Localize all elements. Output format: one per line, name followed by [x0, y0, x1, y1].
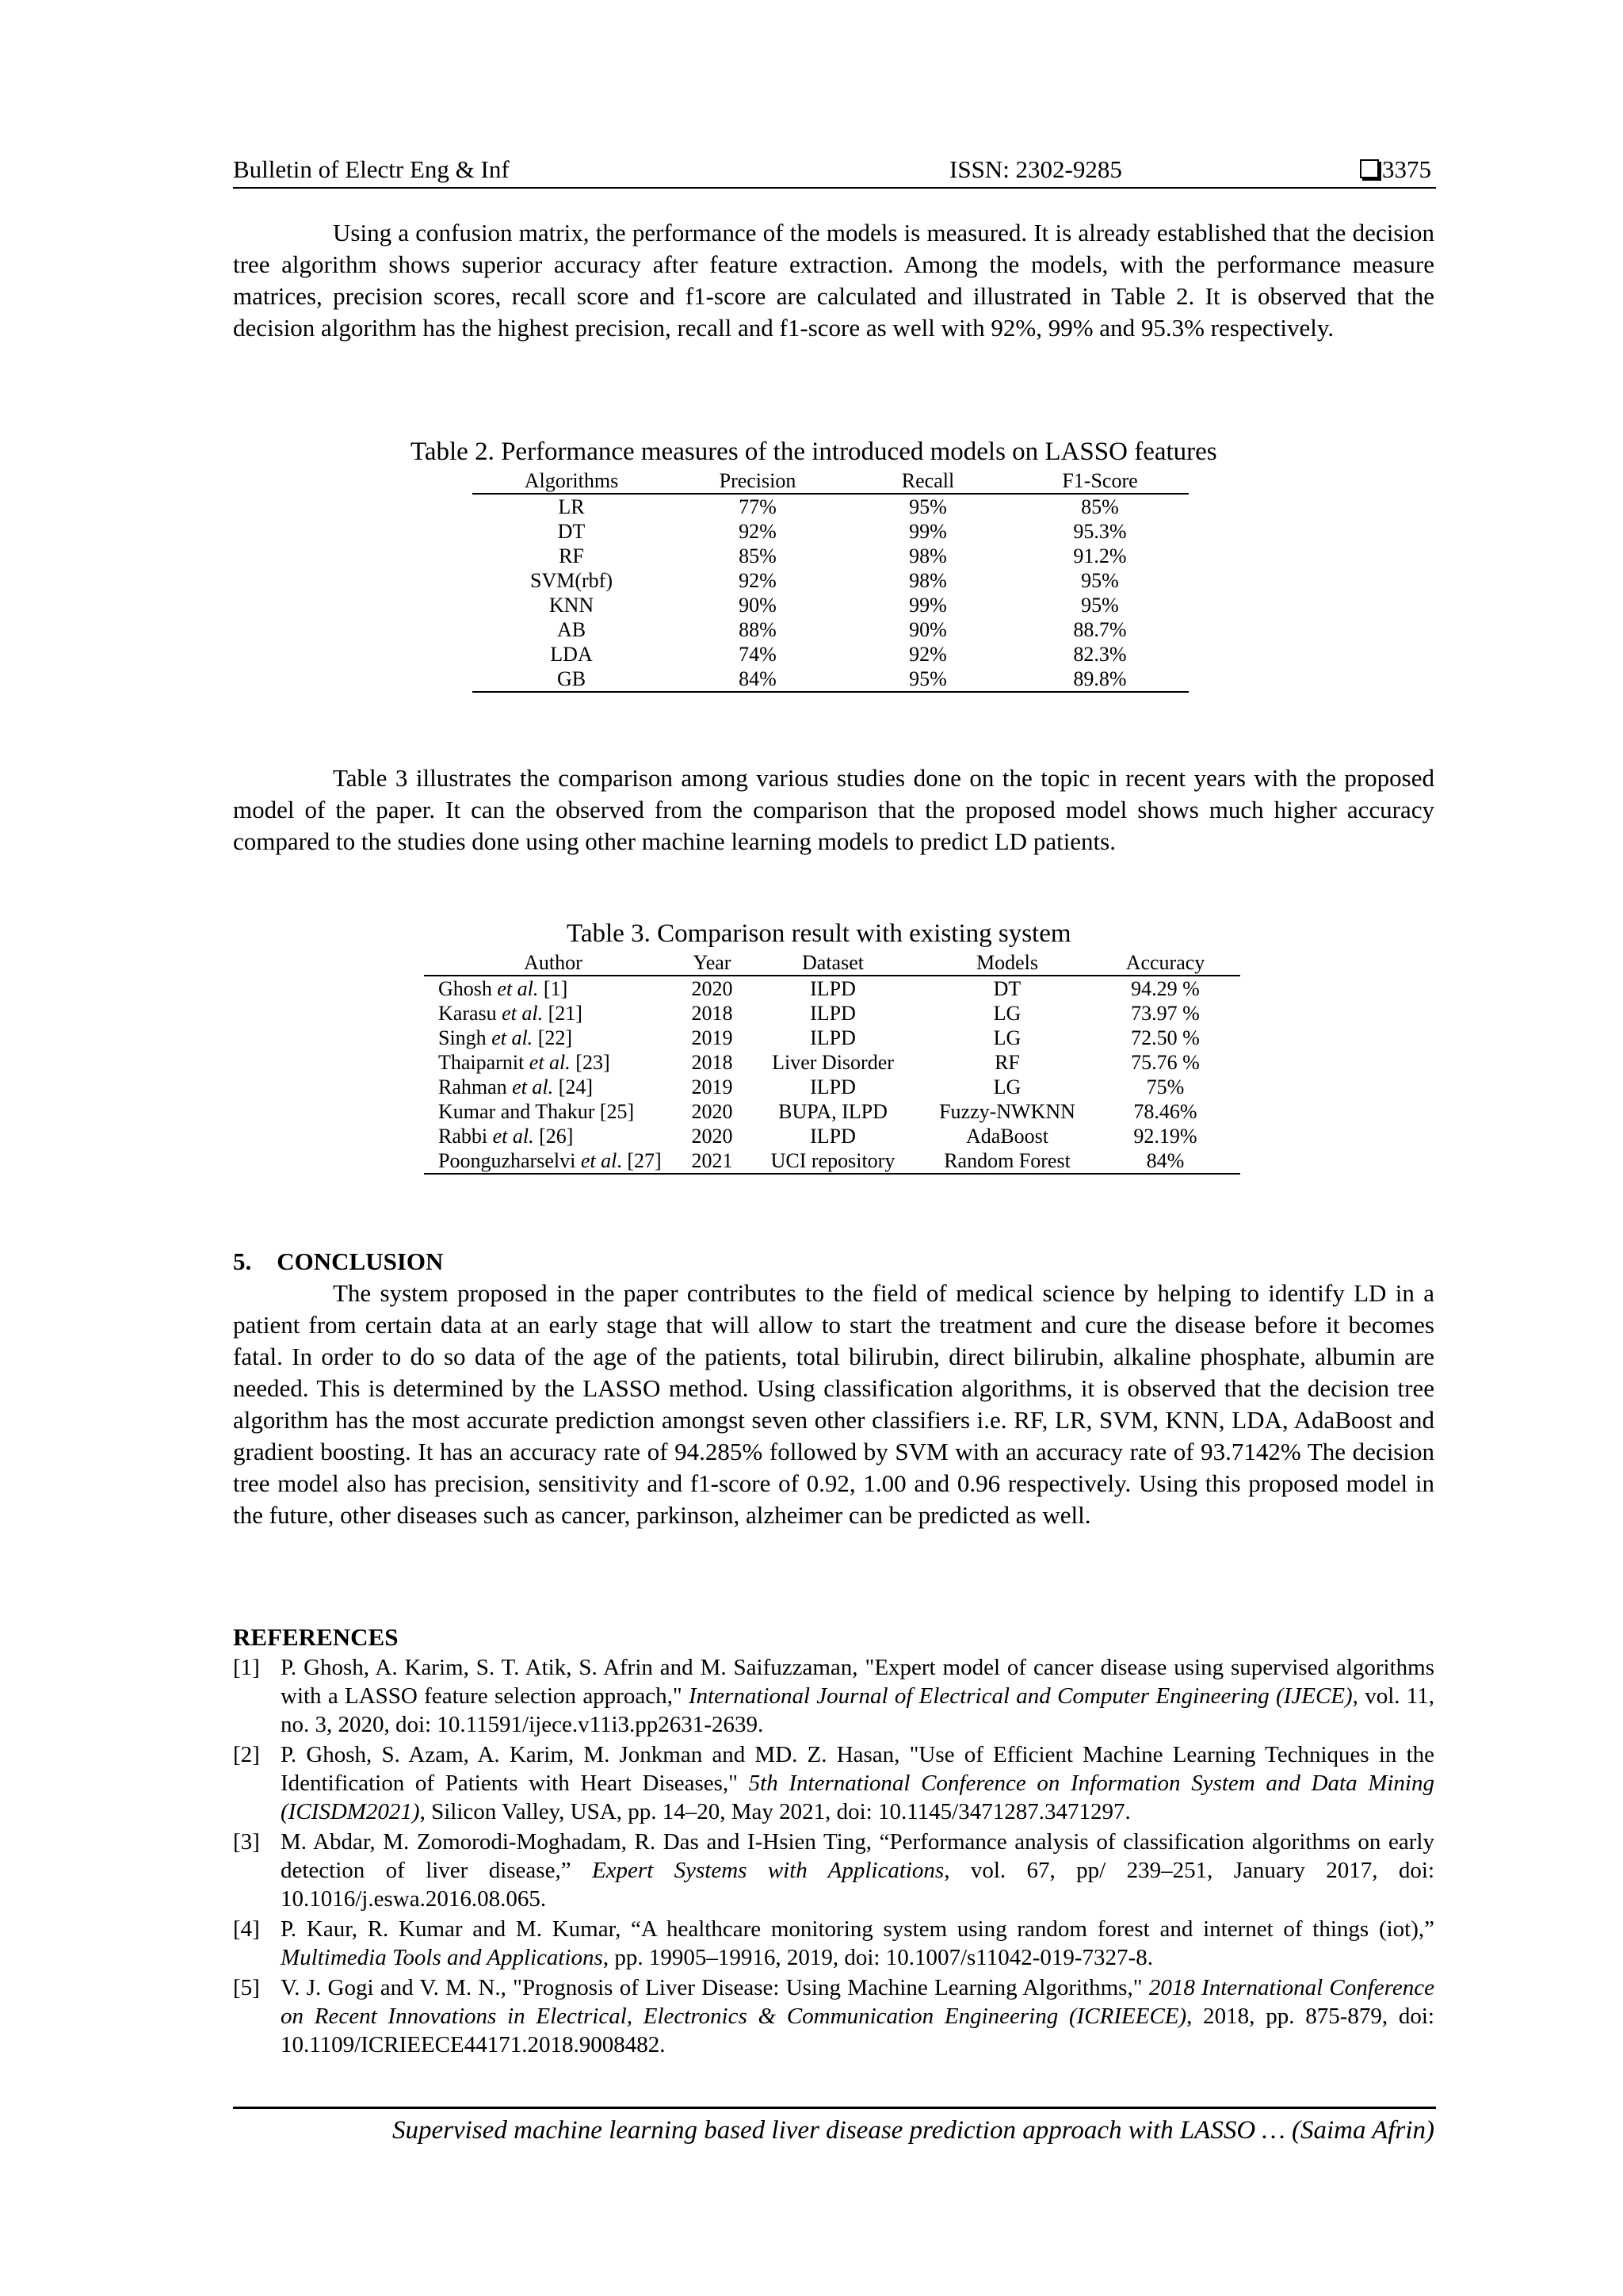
- references-list: [233, 1653, 1434, 2061]
- reference-authors-title: M. Abdar, M. Zomorodi-Moghadam, R. Das and I-Hsien Ting, “Performance analysis of classification algorithms on early detection of liver disease,”: [281, 1829, 1434, 1883]
- table-cell: LR: [558, 495, 585, 518]
- page-number: 3375: [1382, 155, 1431, 183]
- et-al: et al: [580, 1149, 617, 1172]
- et-al: et al.: [492, 1125, 534, 1148]
- table-cell: 95%: [845, 667, 1011, 692]
- table-cell: ILPD: [810, 977, 856, 1000]
- citation: [22]: [537, 1026, 573, 1049]
- et-al: et al.: [529, 1051, 571, 1074]
- table-3: [424, 950, 1240, 1175]
- table-cell: 92%: [909, 643, 947, 666]
- table-cell: KNN: [548, 594, 594, 617]
- reference-venue: Expert Systems with Applications: [591, 1858, 945, 1883]
- column-header: Recall: [845, 468, 1011, 494]
- table-row: [424, 1124, 1240, 1148]
- table-cell: 2020: [691, 1125, 733, 1148]
- reference-venue: 2018 International Conference on Recent Innovations in Electrical, Electronics & Communication Engineering (ICRIEECE): [281, 1975, 1434, 2029]
- table-cell: RF: [559, 544, 584, 567]
- table-cell: ILPD: [810, 1075, 856, 1098]
- table-cell: 75%: [1146, 1075, 1185, 1098]
- table-cell: LG: [993, 1002, 1022, 1025]
- table-cell: 95%: [909, 495, 947, 518]
- table-row: [424, 1075, 1240, 1099]
- table-cell: 2019: [691, 1026, 733, 1049]
- citation: [23]: [575, 1051, 610, 1074]
- table-cell: 95.3%: [1073, 520, 1127, 543]
- author-cell: [424, 1099, 682, 1124]
- table-cell: LG: [993, 1026, 1022, 1049]
- table-cell: 95%: [1081, 569, 1119, 592]
- table-row: [424, 976, 1240, 1001]
- reference-number: [2]: [233, 1742, 260, 1767]
- author-name: Rabbi: [438, 1125, 488, 1148]
- table-cell: 89.8%: [1011, 667, 1189, 692]
- table-2-caption: Table 2. Performance measures of the introduced models on LASSO features: [411, 437, 1217, 466]
- table-cell: 91.2%: [1073, 544, 1127, 567]
- author-cell: [424, 1148, 682, 1174]
- reference-item: [233, 1828, 1434, 1913]
- reference-venue: Multimedia Tools and Applications: [281, 1945, 603, 1970]
- table-row: [472, 667, 1189, 692]
- section-title: CONCLUSION: [277, 1247, 444, 1275]
- table-row: [472, 593, 1189, 617]
- reference-details: , vol. 67, pp/ 239–251, January 2017, doi: 10.1016/j.eswa.2016.08.065.: [281, 1858, 1435, 1912]
- table-cell: AdaBoost: [966, 1125, 1048, 1148]
- table-cell: 88%: [739, 618, 777, 641]
- et-al: et al.: [512, 1075, 554, 1098]
- et-al: et al.: [491, 1026, 533, 1049]
- author-name: Poonguzharselvi: [438, 1149, 576, 1172]
- page-number-group: [1360, 155, 1431, 184]
- table-cell: ILPD: [810, 1002, 856, 1025]
- table-cell: 84%: [670, 667, 845, 692]
- table-3-caption: Table 3. Comparison result with existing system: [567, 919, 1071, 948]
- table-cell: 88.7%: [1073, 618, 1127, 641]
- table-2: [472, 468, 1189, 693]
- table-cell: 90%: [909, 618, 947, 641]
- author-cell: [424, 1050, 682, 1075]
- table-cell: 2018: [691, 1002, 733, 1025]
- references-heading: REFERENCES: [233, 1623, 399, 1651]
- table-row: [424, 1050, 1240, 1075]
- author-name: Rahman: [438, 1075, 507, 1098]
- table-cell: 90%: [739, 594, 777, 617]
- table-cell: 99%: [909, 594, 947, 617]
- table-row: [472, 617, 1189, 642]
- et-al: et al.: [502, 1002, 544, 1025]
- table-cell: LDA: [550, 643, 593, 666]
- table-cell: 84%: [1090, 1148, 1240, 1174]
- author-cell: [424, 976, 682, 1001]
- reference-number: [5]: [233, 1975, 260, 2000]
- table-cell: 2020: [691, 977, 733, 1000]
- reference-authors-title: P. Ghosh, A. Karim, S. T. Atik, S. Afrin and M. Saifuzzaman, "Expert model of cancer disease using supervised algorithms with a LASSO feature selection approach,": [281, 1655, 1434, 1709]
- reference-item: [233, 1653, 1434, 1739]
- citation: [25]: [599, 1100, 635, 1123]
- table-cell: Liver Disorder: [772, 1051, 894, 1074]
- table-cell: Fuzzy-NWKNN: [939, 1100, 1075, 1123]
- author-cell: [424, 1001, 682, 1026]
- author-name: Ghosh: [438, 977, 492, 1000]
- citation: [24]: [558, 1075, 593, 1098]
- column-header: Dataset: [742, 950, 924, 976]
- reference-authors-title: P. Kaur, R. Kumar and M. Kumar, “A healthcare monitoring system using random forest and internet of things (iot),”: [281, 1916, 1434, 1942]
- table-cell: ILPD: [810, 1125, 856, 1148]
- conclusion-heading: [233, 1246, 443, 1278]
- author-cell: [424, 1026, 682, 1050]
- reference-venue: International Journal of Electrical and Computer Engineering (IJECE): [688, 1683, 1353, 1709]
- reference-details: , vol. 11, no. 3, 2020, doi: 10.11591/ijece.v11i3.pp2631-2639.: [281, 1683, 1434, 1737]
- reference-number: [3]: [233, 1829, 260, 1855]
- column-header: Algorithms: [472, 468, 670, 494]
- table-cell: ILPD: [810, 1026, 856, 1049]
- reference-details: , Silicon Valley, USA, pp. 14–20, May 2021, doi: 10.1145/3471287.3471297.: [419, 1799, 1131, 1824]
- table-cell: 75.76 %: [1131, 1051, 1200, 1074]
- table-cell: DT: [993, 977, 1022, 1000]
- table-cell: DT: [557, 520, 586, 543]
- table-cell: 72.50 %: [1131, 1026, 1200, 1049]
- column-header: Models: [924, 950, 1090, 976]
- reference-details: , 2018, pp. 875-879, doi: 10.1109/ICRIEECE44171.2018.9008482.: [281, 2004, 1434, 2057]
- table-cell: 95%: [1081, 594, 1119, 617]
- et-al: et al.: [497, 977, 539, 1000]
- table-cell: 85%: [1081, 495, 1119, 518]
- reference-item: [233, 1915, 1434, 1972]
- table-row: [472, 568, 1189, 593]
- section-number: 5.: [233, 1247, 252, 1275]
- author-cell: [424, 1124, 682, 1148]
- reference-number: [1]: [233, 1655, 260, 1680]
- reference-authors-title: V. J. Gogi and V. M. N., "Prognosis of Liver Disease: Using Machine Learning Algorithms,": [281, 1975, 1149, 2000]
- table-row: [472, 519, 1189, 544]
- table-cell: 2021: [682, 1148, 742, 1174]
- table-cell: GB: [472, 667, 670, 692]
- citation: [26]: [539, 1125, 574, 1148]
- table-cell: Random Forest: [924, 1148, 1090, 1174]
- reference-authors-title: P. Ghosh, S. Azam, A. Karim, M. Jonkman and MD. Z. Hasan, "Use of Efficient Machine Learning Techniques in the Identification of Patients with Heart Diseases,": [281, 1742, 1434, 1796]
- reference-item: [233, 1973, 1434, 2059]
- conclusion-text: The system proposed in the paper contributes to the field of medical science by helping to identify LD in a patient from certain data at an early stage that will allow to start the treatment and cure the disease before it becomes fatal. In order to do so data of the age of the patients, total bilirubin, direct bilirubin, alkaline phosphate, albumin are needed. This is determined by the LASSO method. Using classification algorithms, it is observed that the decision tree algorithm has the most accurate prediction amongst seven other classifiers i.e. RF, LR, SVM, KNN, LDA, AdaBoost and gradient boosting. It has an accuracy rate of 94.285% followed by SVM with an accuracy rate of 93.7142% The decision tree model also has precision, sensitivity and f1-score of 0.92, 1.00 and 0.96 respectively. Using this proposed model in the future, other diseases such as cancer, parkinson, alzheimer can be predicted as well.: [233, 1279, 1434, 1529]
- table-row: [472, 494, 1189, 519]
- reference-text: [281, 1653, 1434, 1739]
- table-row: [424, 1026, 1240, 1050]
- column-header: Accuracy: [1090, 950, 1240, 976]
- conclusion-body: [233, 1278, 1434, 1531]
- author-cell: [424, 1075, 682, 1099]
- column-header: Year: [682, 950, 742, 976]
- column-header: F1-Score: [1011, 468, 1189, 494]
- square-icon: [1360, 159, 1379, 178]
- table-cell: 98%: [909, 544, 947, 567]
- journal-name: Bulletin of Electr Eng & Inf: [233, 155, 510, 183]
- column-header: Author: [424, 950, 682, 976]
- citation: . [27]: [617, 1149, 662, 1172]
- author-name: Karasu: [438, 1002, 497, 1025]
- reference-venue: 5th International Conference on Information System and Data Mining (ICISDM2021): [281, 1771, 1434, 1824]
- author-name: Singh: [438, 1026, 487, 1049]
- table-cell: 2018: [691, 1051, 733, 1074]
- table-cell: 92%: [739, 520, 777, 543]
- table-row: [424, 1148, 1240, 1174]
- table-row: [472, 642, 1189, 667]
- table-cell: 92%: [739, 569, 777, 592]
- table-header-row: [472, 468, 1189, 494]
- reference-text: [281, 1973, 1434, 2059]
- column-header: Precision: [670, 468, 845, 494]
- reference-number: [4]: [233, 1916, 260, 1942]
- reference-text: [281, 1828, 1434, 1913]
- table-cell: 82.3%: [1073, 643, 1127, 666]
- reference-text: [281, 1740, 1434, 1826]
- table-cell: 94.29 %: [1131, 977, 1200, 1000]
- paragraph-2-text: Table 3 illustrates the comparison among various studies done on the topic in recent years with the proposed model of the paper. It can the observed from the comparison that the proposed model shows much higher accuracy compared to the studies done using other machine learning models to predict LD patients.: [233, 764, 1434, 855]
- table-cell: UCI repository: [742, 1148, 924, 1174]
- header-rule: [233, 187, 1436, 189]
- paragraph-2: [233, 762, 1434, 858]
- issn-label: ISSN: 2302-9285: [949, 155, 1122, 183]
- running-footer: Supervised machine learning based liver disease prediction approach with LASSO … (Saima Afrin): [392, 2116, 1434, 2145]
- paragraph-1: [233, 217, 1434, 344]
- table-row: [424, 1099, 1240, 1124]
- table-cell: 77%: [739, 495, 777, 518]
- reference-details: , pp. 19905–19916, 2019, doi: 10.1007/s11042-019-7327-8.: [602, 1945, 1153, 1970]
- author-name: Kumar and Thakur: [438, 1100, 595, 1123]
- table-cell: 2019: [691, 1075, 733, 1098]
- table-cell: LG: [993, 1075, 1022, 1098]
- table-cell: 78.46%: [1133, 1100, 1197, 1123]
- citation: [1]: [543, 977, 568, 1000]
- table-cell: AB: [556, 618, 586, 641]
- table-cell: 73.97 %: [1131, 1002, 1200, 1025]
- paragraph-1-text: Using a confusion matrix, the performance of the models is measured. It is already established that the decision tree algorithm shows superior accuracy after feature extraction. Among the models, with the performance measure matrices, precision scores, recall score and f1-score are calculated and illustrated in Table 2. It is observed that the decision algorithm has the highest precision, recall and f1-score as well with 92%, 99% and 95.3% respectively.: [233, 219, 1434, 342]
- table-cell: 2020: [691, 1100, 733, 1123]
- table-cell: RF: [995, 1051, 1020, 1074]
- citation: [21]: [548, 1002, 582, 1025]
- table-cell: 98%: [909, 569, 947, 592]
- table-cell: SVM(rbf): [530, 569, 613, 592]
- table-row: [472, 544, 1189, 568]
- table-cell: 74%: [739, 643, 777, 666]
- table-cell: 92.19%: [1133, 1125, 1197, 1148]
- author-name: Thaiparnit: [438, 1051, 525, 1074]
- table-header-row: [424, 950, 1240, 976]
- reference-item: [233, 1740, 1434, 1826]
- table-cell: 85%: [739, 544, 777, 567]
- footer-rule: [233, 2107, 1436, 2109]
- reference-text: [281, 1915, 1434, 1972]
- table-cell: 99%: [909, 520, 947, 543]
- table-cell: BUPA, ILPD: [778, 1100, 888, 1123]
- table-row: [424, 1001, 1240, 1026]
